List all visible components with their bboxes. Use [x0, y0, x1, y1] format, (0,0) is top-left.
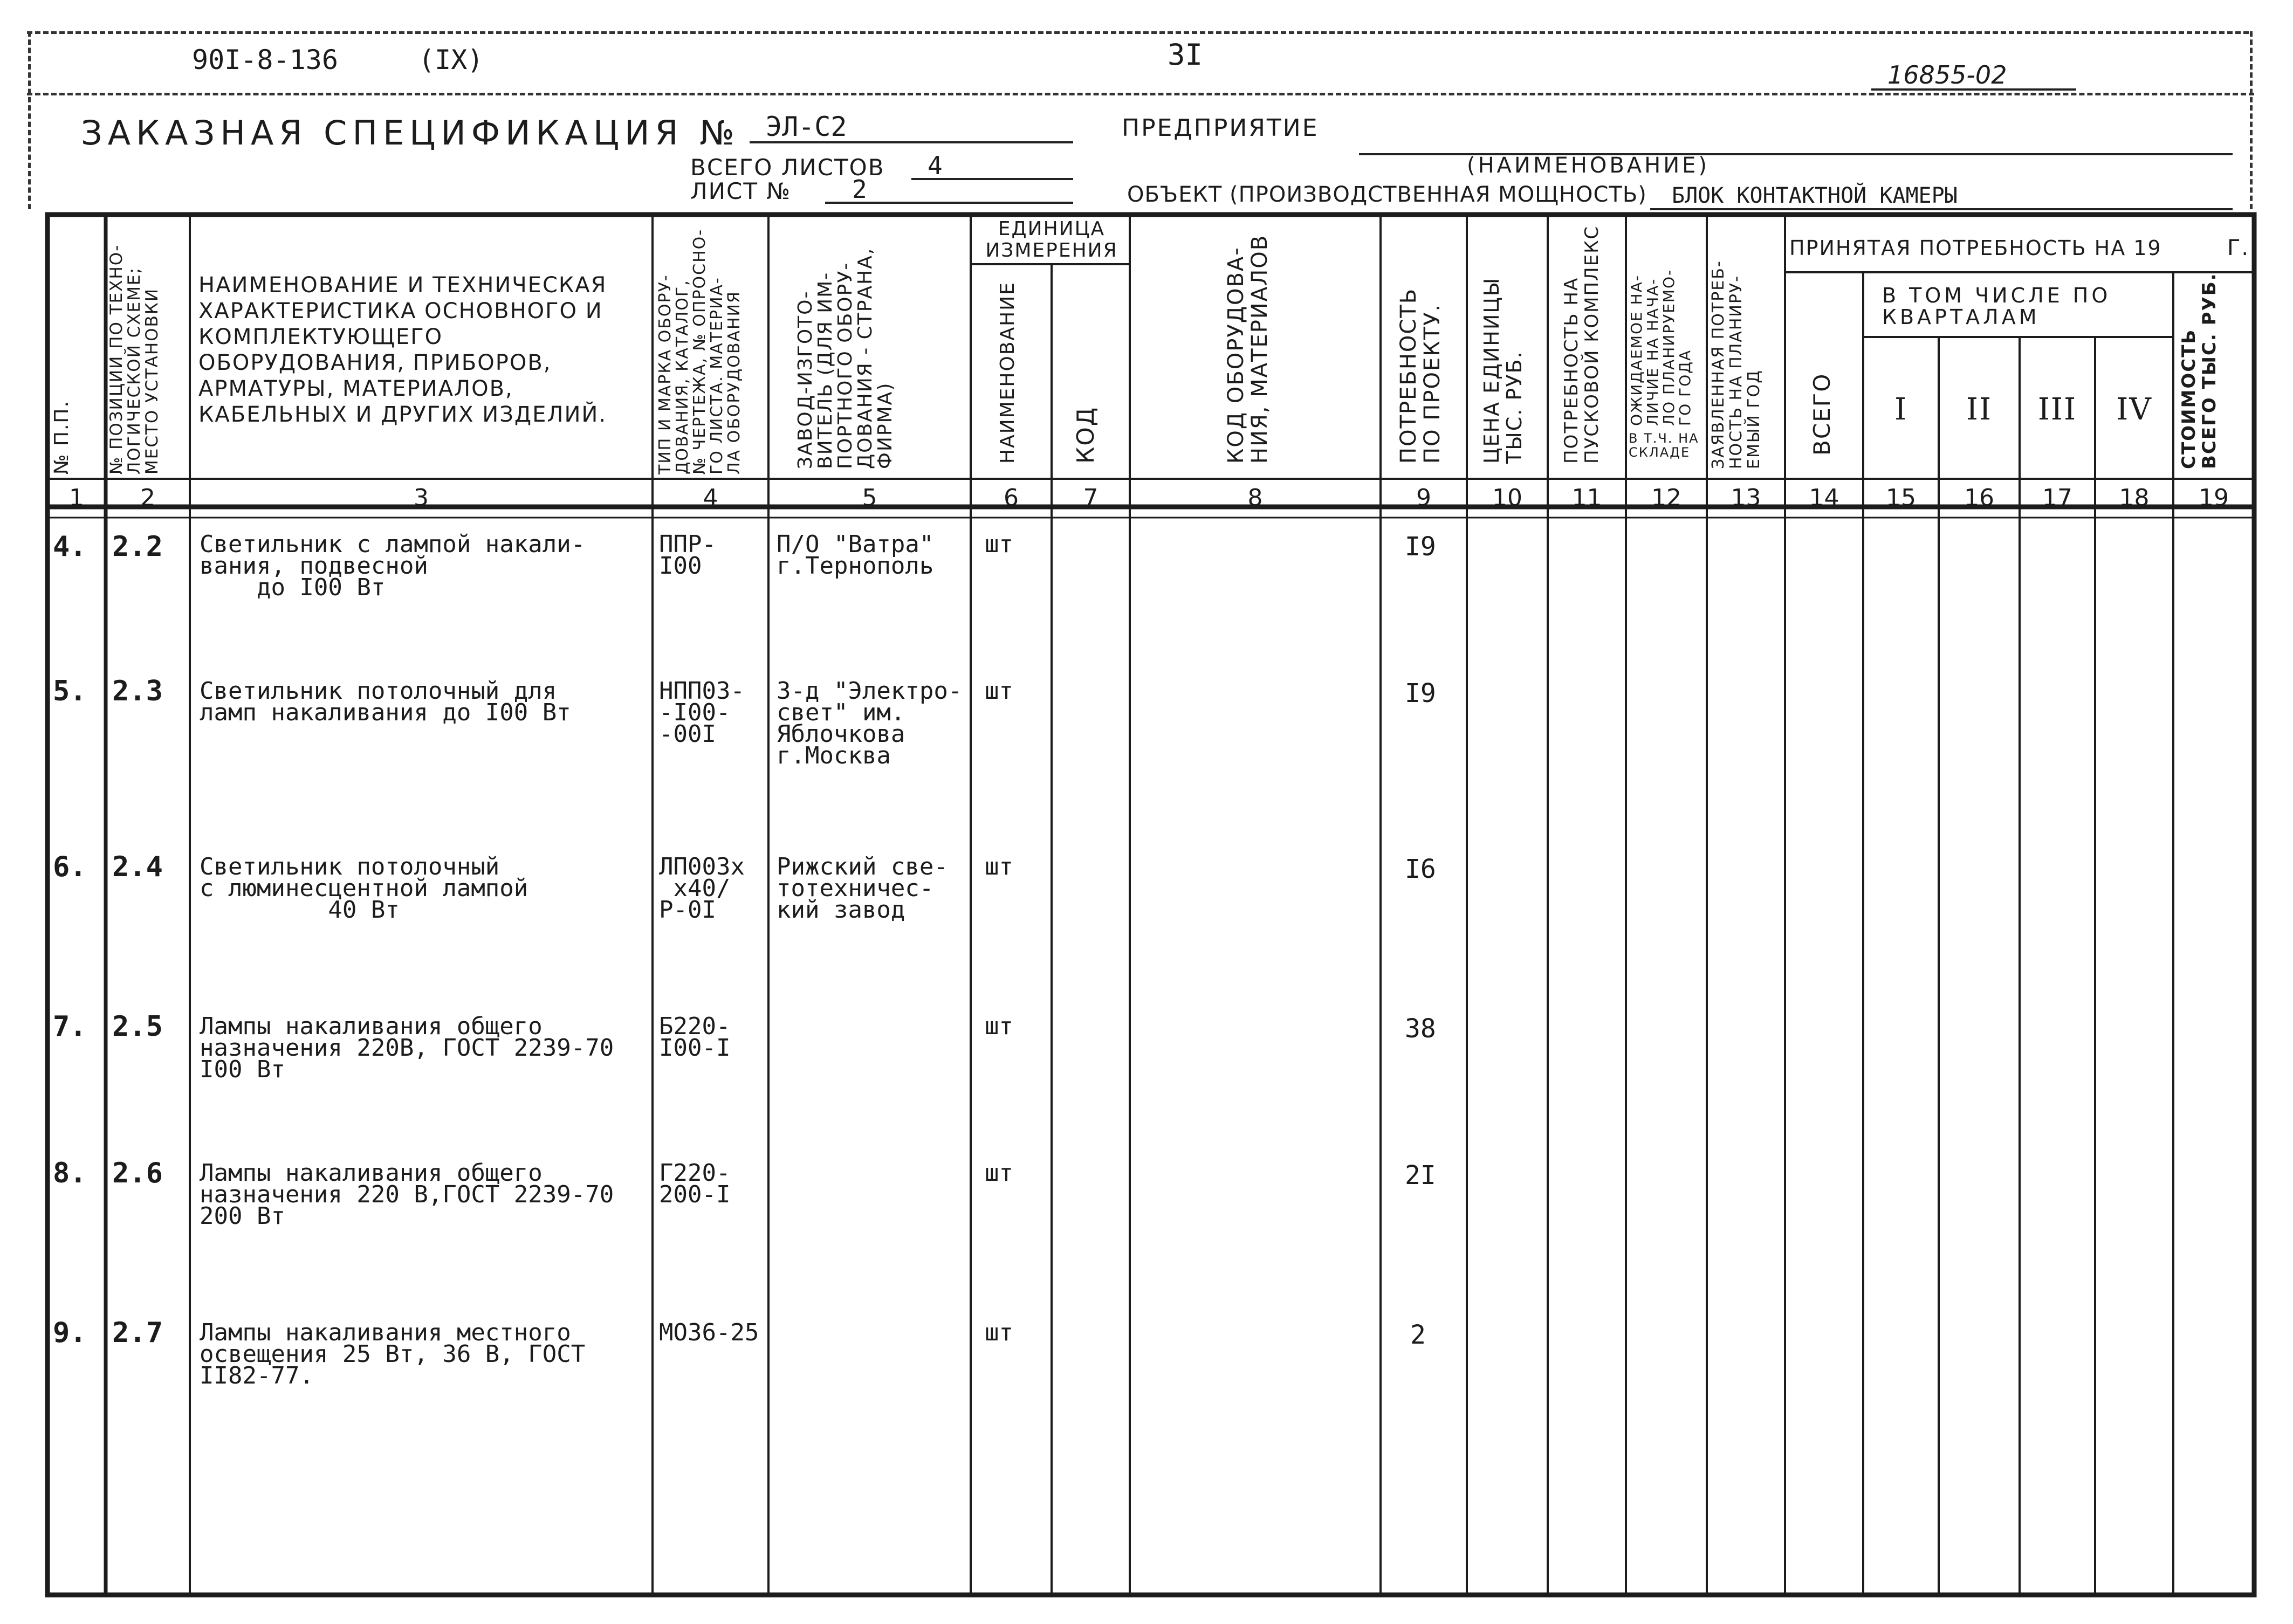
col-title-7: КОД — [1072, 406, 1100, 464]
col-title-14: ВСЕГО — [1809, 373, 1835, 456]
row-manufacturer: Рижский све- тотехничес- кий завод — [777, 853, 948, 924]
sheet-label: ЛИСТ № — [690, 178, 792, 204]
naming-caption: (НАИМЕНОВАНИЕ) — [1467, 153, 1710, 178]
row-manufacturer: З-д "Электро- свет" им. Яблочкова г.Москва — [777, 677, 963, 769]
col-number: 13 — [1731, 484, 1761, 512]
page-number: 3I — [1168, 38, 1203, 72]
row-quantity: I9 — [1405, 532, 1436, 562]
row-type: Б220- I00-I — [659, 1013, 731, 1062]
row-name: Светильник с лампой накали- вания, подвесной до I00 Вт — [200, 531, 586, 601]
row-quantity: 2 — [1410, 1320, 1426, 1350]
col-number: 11 — [1571, 484, 1602, 512]
col-title-1: № П.П. — [51, 400, 73, 474]
row-position: 2.5 — [112, 1010, 163, 1043]
quarters-group: В ТОМ ЧИСЛЕ ПО КВАРТАЛАМ — [1882, 284, 2111, 329]
row-name: Лампы накаливания местного освещения 25 Вт, 36 В, ГОСТ II82-77. — [200, 1319, 586, 1389]
col-number: 5 — [862, 484, 877, 512]
col-title-14-group: ПРИНЯТАЯ ПОТРЕБНОСТЬ НА 19 — [1789, 236, 2162, 260]
row-type: НПП03- -I00- -00I — [659, 677, 745, 748]
col-number: 10 — [1492, 484, 1522, 512]
row-position: 2.4 — [112, 851, 163, 883]
row-name: Светильник потолочный с люминесцентной лампой 40 Вт — [200, 853, 528, 924]
col-title-14-suffix: Г. — [2227, 236, 2250, 260]
row-number: 5. — [53, 675, 87, 707]
row-manufacturer: П/О "Ватра" г.Тернополь — [777, 531, 934, 580]
total-sheets-value: 4 — [928, 151, 943, 180]
col-number: 18 — [2119, 484, 2150, 512]
col-number: 6 — [1004, 484, 1019, 512]
row-unit: шт — [985, 853, 1013, 880]
row-unit: шт — [985, 531, 1013, 558]
row-quantity: 2I — [1405, 1160, 1436, 1191]
col-number: 2 — [140, 484, 155, 512]
col-number: 3 — [414, 484, 429, 512]
row-number: 4. — [53, 531, 87, 563]
col-title-5: ЗАВОД-ИЗГОТО- ВИТЕЛЬ (ДЛЯ ИМ- ПОРТНОГО ОБОРУ- ДОВАНИЯ - СТРАНА, ФИРМА) — [794, 247, 896, 469]
row-name: Лампы накаливания общего назначения 220В, ГОСТ 2239-70 I00 Вт — [200, 1013, 614, 1083]
col-title-11: ПОТРЕБНОСТЬ НА ПУСКОВОЙ КОМПЛЕКС — [1561, 225, 1603, 464]
part-number: (IX) — [418, 44, 484, 75]
row-position: 2.7 — [112, 1317, 163, 1349]
col-title-13: ЗАЯВЛЕННАЯ ПОТРЕБ- НОСТЬ НА ПЛАНИРУ- ЕМЫЙ ГОД — [1709, 260, 1763, 469]
row-number: 7. — [53, 1010, 87, 1043]
total-sheets-label: ВСЕГО ЛИСТОВ — [690, 154, 885, 181]
row-position: 2.6 — [112, 1157, 163, 1189]
enterprise-label: ПРЕДПРИЯТИЕ — [1122, 114, 1319, 142]
row-unit: шт — [985, 677, 1013, 705]
object-value: БЛОК КОНТАКТНОЙ КАМЕРЫ — [1672, 183, 1958, 208]
col-number: 19 — [2199, 484, 2229, 512]
col-number: 4 — [703, 484, 718, 512]
row-number: 8. — [53, 1157, 87, 1189]
row-name: Лампы накаливания общего назначения 220 В,ГОСТ 2239-70 200 Вт — [200, 1159, 614, 1230]
col-number: 17 — [2042, 484, 2072, 512]
col-title-19: СТОИМОСТЬ ВСЕГО ТЫС. РУБ. — [2178, 272, 2220, 469]
row-position: 2.3 — [112, 675, 163, 707]
row-quantity: 38 — [1405, 1014, 1436, 1044]
col-number: 7 — [1083, 484, 1099, 512]
col-title-16: II — [1966, 392, 1993, 427]
row-name: Светильник потолочный для ламп накаливания до I00 Вт — [200, 677, 571, 726]
col-title-18: IV — [2116, 392, 2152, 427]
row-unit: шт — [985, 1319, 1013, 1346]
row-type: МО36-25 — [659, 1319, 759, 1346]
row-unit: шт — [985, 1013, 1013, 1040]
row-type: ППР- I00 — [659, 531, 716, 580]
col-number: 16 — [1964, 484, 1994, 512]
col-number: 14 — [1809, 484, 1839, 512]
object-label: ОБЪЕКТ (ПРОИЗВОДСТВЕННАЯ МОЩНОСТЬ) — [1127, 182, 1647, 207]
spec-title: ЗАКАЗНАЯ СПЕЦИФИКАЦИЯ № — [81, 113, 740, 153]
col-title-2: № ПОЗИЦИИ ПО ТЕХНО- ЛОГИЧЕСКОЙ СХЕМЕ; МЕСТО УСТАНОВКИ — [107, 244, 162, 474]
col-title-6-group: ЕДИНИЦА ИЗМЕРЕНИЯ — [985, 218, 1118, 262]
col-title-4: ТИП И МАРКА ОБОРУ- ДОВАНИЯ, КАТАЛОГ, № ЧЕРТЕЖА, № ОПРОСНО- ГО ЛИСТА. МАТЕРИА- ЛА ОБОРУДОВАНИЯ — [656, 228, 744, 474]
col-title-15: I — [1894, 392, 1908, 427]
sheet-value: 2 — [852, 175, 867, 204]
col-title-10: ЦЕНА ЕДИНИЦЫ ТЫС. РУБ. — [1480, 277, 1526, 464]
row-type: ЛП003х х40/ Р-0I — [659, 853, 745, 924]
col-title-12: ОЖИДАЕМОЕ НА- ЛИЧИЕ НА НАЧА- ЛО ПЛАНИРУЕМО- ГО ГОДА — [1628, 269, 1694, 426]
spec-number: ЭЛ-С2 — [766, 111, 847, 142]
col-title-3: НАИМЕНОВАНИЕ И ТЕХНИЧЕСКАЯ ХАРАКТЕРИСТИКА ОСНОВНОГО И КОМПЛЕКТУЮЩЕГО ОБОРУДОВАНИЯ, ПРИБОРОВ, АРМАТУРЫ, МАТЕРИАЛОВ, КАБЕЛЬНЫХ И ДРУГИХ ИЗДЕЛИЙ. — [198, 273, 607, 427]
col-title-17: III — [2037, 392, 2077, 427]
col-title-12-sub: В Т.Ч. НА СКЛАДЕ — [1629, 431, 1699, 460]
row-position: 2.2 — [112, 531, 163, 563]
col-title-8: КОД ОБОРУДОВА- НИЯ, МАТЕРИАЛОВ — [1224, 234, 1272, 464]
col-number: 8 — [1247, 484, 1263, 512]
document-code: 90I-8-136 — [192, 44, 338, 75]
col-title-9: ПОТРЕБНОСТЬ ПО ПРОЕКТУ. — [1396, 287, 1445, 464]
col-number: 1 — [69, 484, 84, 512]
inventory-number: 16855-02 — [1887, 60, 2007, 90]
row-unit: шт — [985, 1159, 1013, 1187]
col-number: 12 — [1651, 484, 1681, 512]
col-number: 9 — [1416, 484, 1431, 512]
row-number: 9. — [53, 1317, 87, 1349]
col-number: 15 — [1886, 484, 1916, 512]
row-quantity: I6 — [1405, 854, 1436, 884]
row-number: 6. — [53, 851, 87, 883]
col-title-6: НАИМЕНОВАНИЕ — [997, 281, 1019, 464]
row-quantity: I9 — [1405, 678, 1436, 708]
row-type: Г220- 200-I — [659, 1159, 731, 1208]
